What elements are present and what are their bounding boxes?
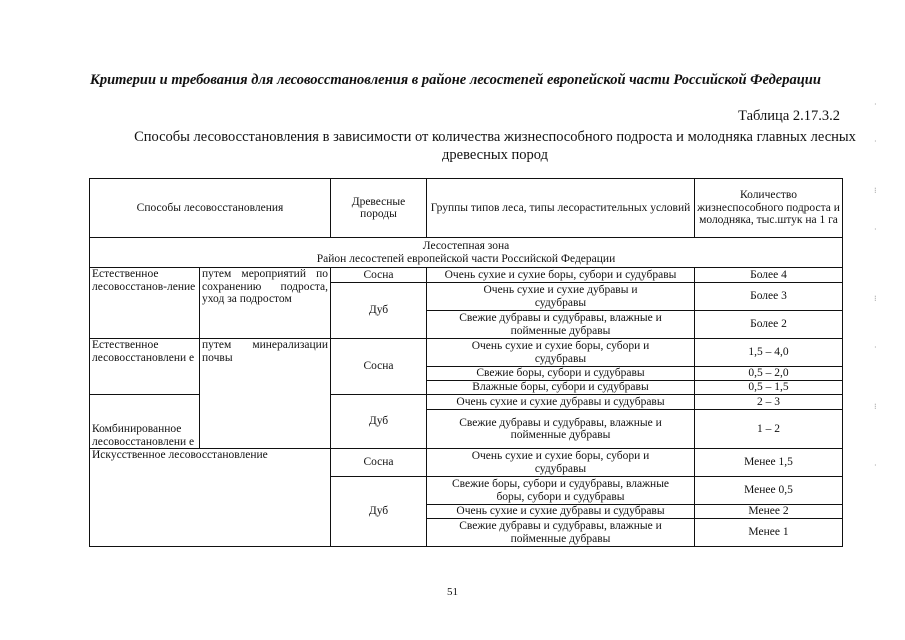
method-natural-2-measures: путем минерализации почвы (200, 339, 331, 449)
zone-row (90, 238, 843, 268)
species-cell: Сосна (331, 339, 427, 395)
quantity-cell: Менее 2 (695, 505, 843, 519)
quantity-cell: 0,5 – 1,5 (695, 381, 843, 395)
species-cell: Дуб (331, 283, 427, 339)
group-cell: Свежие дубравы и судубравы, влажные и пойменные дубравы (427, 519, 695, 547)
group-cell: Свежие боры, субори и судубравы (427, 367, 695, 381)
table-number: Таблица 2.17.3.2 (738, 108, 840, 124)
quantity-cell: Менее 0,5 (695, 477, 843, 505)
species-cell: Дуб (331, 395, 427, 449)
quantity-cell: 2 – 3 (695, 395, 843, 410)
quantity-cell: Более 4 (695, 268, 843, 283)
header-groups: Группы типов леса, типы лесорастительных условий (427, 179, 695, 238)
region-label: Район лесостепей европейской части Российской Федерации (316, 252, 616, 265)
document-heading: Критерии и требования для лесовосстановления в районе лесостепей европейской части Российской Федерации (90, 72, 821, 88)
species-cell: Дуб (331, 477, 427, 547)
quantity-cell: 1 – 2 (695, 410, 843, 449)
group-cell: Очень сухие и сухие боры, субори и судубравы (427, 339, 695, 367)
quantity-cell: Менее 1,5 (695, 449, 843, 477)
quantity-cell: Более 2 (695, 311, 843, 339)
group-cell: Влажные боры, субори и судубравы (427, 381, 695, 395)
method-natural-measures: путем мероприятий по сохранению подроста, уход за подростом (200, 268, 331, 339)
group-cell: Очень сухие и сухие дубравы и судубравы (427, 505, 695, 519)
table-header-row (90, 179, 843, 238)
method-artificial: Искусственное лесовосстановление (90, 449, 331, 547)
zone-cell (90, 238, 843, 268)
reforestation-table (89, 178, 843, 547)
method-natural-2: Естественное лесовосстановлени е (90, 339, 200, 395)
species-cell: Сосна (331, 449, 427, 477)
group-cell: Очень сухие и сухие дубравы и судубравы (427, 395, 695, 410)
quantity-cell: 0,5 – 2,0 (695, 367, 843, 381)
group-cell: Свежие дубравы и судубравы, влажные и пойменные дубравы (427, 410, 695, 449)
header-quantity: Количество жизнеспособного подроста и молодняка, тыс.штук на 1 га (695, 179, 843, 238)
species-cell: Сосна (331, 268, 427, 283)
zone-label: Лесостепная зона (422, 240, 510, 252)
method-natural: Естественное лесовосстанов-ление (90, 268, 200, 339)
group-cell: Очень сухие и сухие боры, субори и судубравы (427, 268, 695, 283)
quantity-cell: Менее 1 (695, 519, 843, 547)
method-combined: Комбинированное лесовосстановлени е (90, 395, 200, 449)
quantity-cell: Более 3 (695, 283, 843, 311)
table-row (90, 268, 843, 283)
group-cell: Свежие боры, субори и судубравы, влажные боры, субори и судубравы (427, 477, 695, 505)
header-methods: Способы лесовосстановления (90, 179, 331, 238)
table-row (90, 339, 843, 367)
group-cell: Очень сухие и сухие боры, субори и судубравы (427, 449, 695, 477)
group-cell: Очень сухие и сухие дубравы и судубравы (427, 283, 695, 311)
table-row (90, 449, 843, 477)
scan-margin-marks: · · ⁝ · ⁝ · ⁝ · (874, 100, 877, 470)
table-caption: Способы лесовосстановления в зависимости от количества жизнеспособного подроста и молодняка главных лесных древесных пород (134, 129, 856, 163)
header-species: Древесные породы (331, 179, 427, 238)
group-cell: Свежие дубравы и судубравы, влажные и пойменные дубравы (427, 311, 695, 339)
page-number: 51 (447, 586, 458, 598)
quantity-cell: 1,5 – 4,0 (695, 339, 843, 367)
